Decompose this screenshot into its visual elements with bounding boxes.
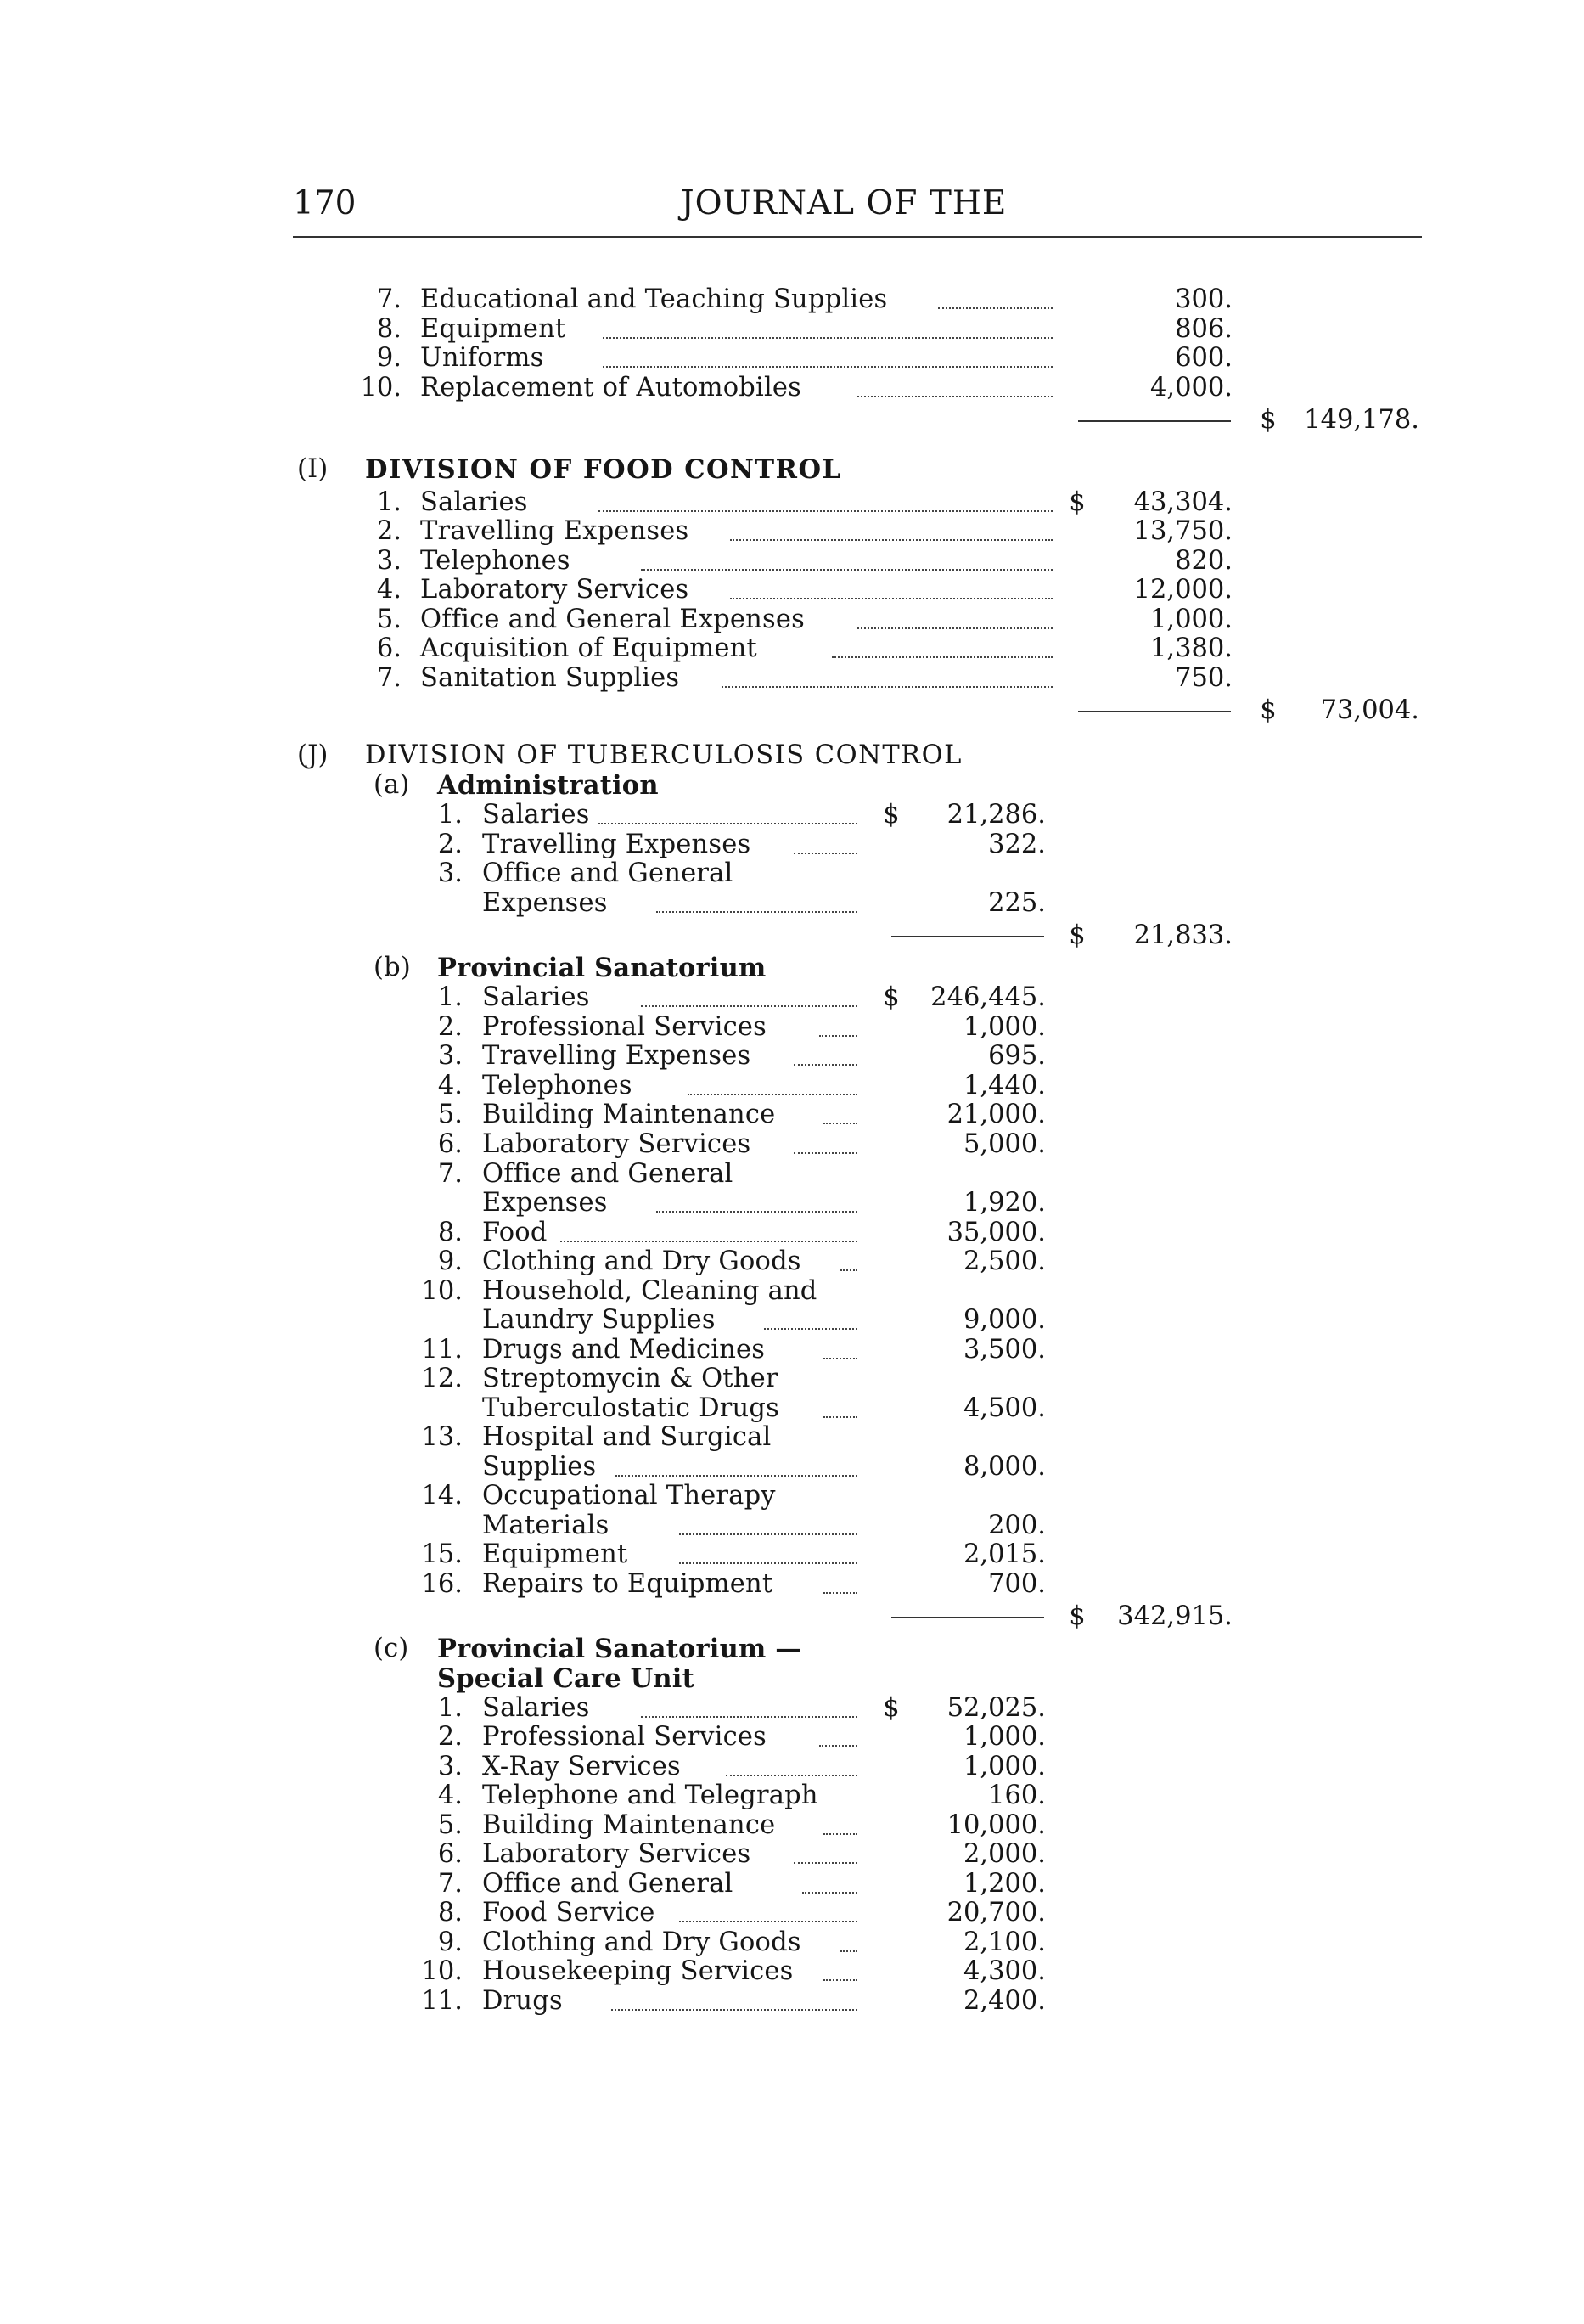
item-amount: 300. xyxy=(1175,284,1233,314)
item-label: Telephones xyxy=(420,546,570,576)
item-label: Office and General xyxy=(482,1869,733,1899)
item-amount: 1,200. xyxy=(963,1869,1046,1899)
item-label: Telephones xyxy=(482,1071,632,1100)
dot-leader xyxy=(598,801,857,824)
item-number: 10. xyxy=(421,1956,463,1986)
dot-leader xyxy=(857,374,1053,397)
item-amount: 21,286. xyxy=(946,800,1046,830)
dot-leader xyxy=(641,983,857,1007)
dot-leader xyxy=(730,576,1053,599)
item-number: 10. xyxy=(421,1276,463,1306)
item-label: Materials xyxy=(482,1511,609,1540)
dot-leader xyxy=(679,1540,857,1564)
dot-leader xyxy=(598,488,1053,512)
item-amount: 806. xyxy=(1175,314,1233,344)
item-amount: 35,000. xyxy=(946,1218,1046,1247)
ledger-line xyxy=(0,344,1584,374)
dot-leader xyxy=(794,1042,857,1066)
item-label: Streptomycin & Other xyxy=(482,1364,778,1393)
item-label: Uniforms xyxy=(420,343,544,373)
item-amount: 322. xyxy=(988,830,1046,859)
item-amount: 10,000. xyxy=(946,1810,1046,1840)
ledger-line xyxy=(0,1247,1584,1277)
currency-sign: $ xyxy=(1260,695,1277,725)
dot-leader xyxy=(840,1247,857,1271)
item-amount: 1,000. xyxy=(963,1012,1046,1042)
section-heading: Administration xyxy=(437,770,659,801)
ledger-line xyxy=(0,1072,1584,1101)
section-heading: DIVISION OF TUBERCULOSIS CONTROL xyxy=(365,740,963,770)
item-label: Laboratory Services xyxy=(482,1129,751,1159)
item-amount: 246,445. xyxy=(930,982,1046,1012)
item-label: Professional Services xyxy=(482,1012,767,1042)
ledger-line xyxy=(0,801,1584,830)
ledger-line xyxy=(0,576,1584,605)
item-label: Hospital and Surgical xyxy=(482,1422,772,1452)
item-amount: 2,100. xyxy=(963,1927,1046,1957)
item-number: 14. xyxy=(421,1481,463,1511)
dot-leader xyxy=(611,1987,857,2011)
item-number: 1. xyxy=(376,487,402,517)
item-number: 7. xyxy=(376,663,402,693)
item-number: 6. xyxy=(437,1839,463,1869)
dot-leader xyxy=(722,664,1053,688)
item-label: Office and General Expenses xyxy=(420,605,805,634)
ledger-line xyxy=(0,983,1584,1013)
item-number: 2. xyxy=(437,1012,463,1042)
item-amount: 3,500. xyxy=(963,1335,1046,1365)
dot-leader xyxy=(823,1570,857,1594)
dot-leader xyxy=(938,285,1053,309)
ledger-line xyxy=(0,1840,1584,1870)
item-number: 1. xyxy=(437,800,463,830)
item-label: Food xyxy=(482,1218,548,1247)
item-label: Educational and Teaching Supplies xyxy=(420,284,888,314)
item-number: 13. xyxy=(421,1422,463,1452)
total-amount: 149,178. xyxy=(1304,405,1419,435)
currency-sign: $ xyxy=(883,800,900,830)
ledger-line xyxy=(0,741,1584,771)
item-number: 2. xyxy=(376,516,402,546)
item-amount: 1,000. xyxy=(963,1722,1046,1752)
ledger-line xyxy=(0,455,1584,485)
item-label: Tuberculostatic Drugs xyxy=(482,1393,779,1423)
ledger-line xyxy=(0,634,1584,664)
currency-sign: $ xyxy=(1069,1601,1086,1631)
dot-leader xyxy=(656,1189,857,1213)
item-number: 6. xyxy=(437,1129,463,1159)
item-label: Expenses xyxy=(482,1188,608,1218)
ledger-line xyxy=(0,517,1584,547)
section-marker: (J) xyxy=(297,740,329,770)
item-number: 8. xyxy=(437,1898,463,1927)
item-amount: 2,400. xyxy=(963,1986,1046,2016)
total-amount: 21,833. xyxy=(1133,920,1233,950)
item-amount: 20,700. xyxy=(946,1898,1046,1927)
dot-leader xyxy=(679,1899,857,1922)
dot-leader xyxy=(603,315,1053,339)
item-label: Travelling Expenses xyxy=(482,1041,751,1071)
item-number: 3. xyxy=(437,858,463,888)
item-number: 7. xyxy=(376,284,402,314)
ledger-line xyxy=(0,1453,1584,1483)
dot-leader xyxy=(840,1928,857,1952)
item-amount: 5,000. xyxy=(963,1129,1046,1159)
item-amount: 13,750. xyxy=(1133,516,1233,546)
ledger-line xyxy=(0,771,1584,801)
ledger-line xyxy=(0,1899,1584,1928)
item-label: Replacement of Automobiles xyxy=(420,373,802,402)
ledger-line xyxy=(0,830,1584,860)
ledger-line xyxy=(0,1811,1584,1841)
ledger-line xyxy=(0,374,1584,403)
dot-leader xyxy=(615,1453,857,1477)
item-label: Laboratory Services xyxy=(420,575,689,605)
item-amount: 43,304. xyxy=(1133,487,1233,517)
item-number: 4. xyxy=(437,1071,463,1100)
item-number: 5. xyxy=(437,1810,463,1840)
item-amount: 750. xyxy=(1175,663,1233,693)
item-label: Drugs xyxy=(482,1986,563,2016)
item-number: 8. xyxy=(437,1218,463,1247)
item-label: Clothing and Dry Goods xyxy=(482,1246,801,1276)
ledger-line xyxy=(0,1218,1584,1248)
page-number: 170 xyxy=(293,184,357,222)
dot-leader xyxy=(726,1753,857,1776)
item-amount: 820. xyxy=(1175,546,1233,576)
item-label: Travelling Expenses xyxy=(420,516,689,546)
dot-leader xyxy=(656,889,857,913)
ledger-line xyxy=(0,1781,1584,1811)
item-amount: 4,500. xyxy=(963,1393,1046,1423)
ledger-line xyxy=(0,889,1584,919)
dot-leader xyxy=(730,517,1053,541)
ledger-line xyxy=(0,1664,1584,1694)
dot-leader xyxy=(688,1072,857,1095)
ledger-line xyxy=(0,285,1584,315)
item-number: 4. xyxy=(437,1781,463,1810)
item-amount: 4,300. xyxy=(963,1956,1046,1986)
ledger-line xyxy=(0,1870,1584,1899)
ledger-line xyxy=(0,1723,1584,1753)
item-label: Household, Cleaning and xyxy=(482,1276,817,1306)
ledger-line xyxy=(0,1365,1584,1394)
dot-leader xyxy=(603,344,1053,368)
dot-leader xyxy=(819,1013,857,1037)
dot-leader xyxy=(679,1511,857,1535)
item-label: Equipment xyxy=(420,314,566,344)
ledger-line xyxy=(0,1306,1584,1336)
item-number: 3. xyxy=(376,546,402,576)
dot-leader xyxy=(794,830,857,854)
ledger-line xyxy=(0,1540,1584,1570)
item-amount: 1,920. xyxy=(963,1188,1046,1218)
ledger-line xyxy=(0,1602,1584,1632)
ledger-line xyxy=(0,1160,1584,1190)
ledger-line xyxy=(0,1482,1584,1511)
dot-leader xyxy=(819,1723,857,1747)
item-number: 11. xyxy=(421,1335,463,1365)
item-label: Clothing and Dry Goods xyxy=(482,1927,801,1957)
ledger-line xyxy=(0,488,1584,518)
section-marker: (I) xyxy=(297,454,329,484)
item-amount: 1,000. xyxy=(963,1752,1046,1781)
item-amount: 200. xyxy=(988,1511,1046,1540)
item-number: 9. xyxy=(376,343,402,373)
dot-leader xyxy=(823,1394,857,1418)
item-label: Food Service xyxy=(482,1898,655,1927)
item-amount: 4,000. xyxy=(1149,373,1233,402)
item-label: Office and General xyxy=(482,858,733,888)
item-amount: 1,000. xyxy=(1149,605,1233,634)
item-number: 3. xyxy=(437,1041,463,1071)
ledger-line xyxy=(0,1423,1584,1453)
item-amount: 1,380. xyxy=(1149,633,1233,663)
item-label: Expenses xyxy=(482,888,608,918)
dot-leader xyxy=(823,1336,857,1359)
ledger-line xyxy=(0,1694,1584,1724)
item-amount: 600. xyxy=(1175,343,1233,373)
dot-leader xyxy=(802,1870,857,1894)
item-label: Sanitation Supplies xyxy=(420,663,680,693)
ledger-line xyxy=(0,1987,1584,2017)
ledger-line xyxy=(0,1394,1584,1424)
section-heading: Provincial Sanatorium xyxy=(437,953,767,983)
ledger-line xyxy=(0,1042,1584,1072)
item-label: Occupational Therapy xyxy=(482,1481,776,1511)
total-amount: 73,004. xyxy=(1320,695,1419,725)
section-heading: DIVISION OF FOOD CONTROL xyxy=(365,454,842,485)
item-number: 6. xyxy=(376,633,402,663)
item-label: Professional Services xyxy=(482,1722,767,1752)
item-label: Salaries xyxy=(482,982,590,1012)
item-label: Office and General xyxy=(482,1159,733,1189)
dot-leader xyxy=(794,1130,857,1154)
item-number: 8. xyxy=(376,314,402,344)
dot-leader xyxy=(641,547,1053,571)
item-number: 2. xyxy=(437,830,463,859)
ledger-line xyxy=(0,1635,1584,1664)
item-label: Acquisition of Equipment xyxy=(420,633,757,663)
header-rule xyxy=(293,236,1422,238)
total-amount: 342,915. xyxy=(1117,1601,1233,1631)
item-number: 2. xyxy=(437,1722,463,1752)
dot-leader xyxy=(857,605,1053,629)
currency-sign: $ xyxy=(1069,920,1086,950)
item-amount: 695. xyxy=(988,1041,1046,1071)
item-number: 5. xyxy=(376,605,402,634)
running-head: JOURNAL OF THE xyxy=(681,184,1008,222)
item-number: 15. xyxy=(421,1539,463,1569)
item-label: Travelling Expenses xyxy=(482,830,751,859)
currency-sign: $ xyxy=(1260,405,1277,435)
dot-leader xyxy=(832,634,1053,658)
ledger-line xyxy=(0,406,1584,436)
item-number: 10. xyxy=(360,373,402,402)
item-amount: 12,000. xyxy=(1133,575,1233,605)
dot-leader xyxy=(823,1957,857,1981)
item-number: 9. xyxy=(437,1246,463,1276)
item-amount: 9,000. xyxy=(963,1305,1046,1335)
item-label: Salaries xyxy=(482,1693,590,1723)
item-label: Supplies xyxy=(482,1452,597,1482)
ledger-line xyxy=(0,1928,1584,1958)
dot-leader xyxy=(823,1811,857,1835)
item-number: 5. xyxy=(437,1100,463,1129)
section-heading: Provincial Sanatorium — xyxy=(437,1634,801,1664)
item-amount: 160. xyxy=(988,1781,1046,1810)
item-amount: 2,015. xyxy=(963,1539,1046,1569)
dot-leader xyxy=(641,1694,857,1718)
item-label: Building Maintenance xyxy=(482,1100,776,1129)
item-label: Repairs to Equipment xyxy=(482,1569,773,1599)
currency-sign: $ xyxy=(883,1693,900,1723)
item-label: Building Maintenance xyxy=(482,1810,776,1840)
item-number: 11. xyxy=(421,1986,463,2016)
item-amount: 225. xyxy=(988,888,1046,918)
ledger-line xyxy=(0,664,1584,694)
ledger-line xyxy=(0,1277,1584,1307)
item-label: Housekeeping Services xyxy=(482,1956,794,1986)
item-amount: 2,000. xyxy=(963,1839,1046,1869)
item-label: Laundry Supplies xyxy=(482,1305,716,1335)
item-label: Telephone and Telegraph xyxy=(482,1781,818,1810)
currency-sign: $ xyxy=(883,982,900,1012)
item-number: 1. xyxy=(437,1693,463,1723)
ledger-line xyxy=(0,547,1584,577)
item-label: Drugs and Medicines xyxy=(482,1335,766,1365)
item-number: 9. xyxy=(437,1927,463,1957)
ledger-line xyxy=(0,696,1584,726)
item-amount: 21,000. xyxy=(946,1100,1046,1129)
ledger-line xyxy=(0,1336,1584,1365)
dot-leader xyxy=(560,1218,857,1242)
ledger-line xyxy=(0,1570,1584,1600)
item-number: 3. xyxy=(437,1752,463,1781)
item-amount: 700. xyxy=(988,1569,1046,1599)
item-number: 12. xyxy=(421,1364,463,1393)
ledger-line xyxy=(0,1753,1584,1782)
ledger-line xyxy=(0,1100,1584,1130)
dot-leader xyxy=(823,1100,857,1124)
item-number: 4. xyxy=(376,575,402,605)
item-amount: 1,440. xyxy=(963,1071,1046,1100)
item-number: 7. xyxy=(437,1869,463,1899)
ledger-line xyxy=(0,859,1584,889)
item-label: Equipment xyxy=(482,1539,628,1569)
item-number: 16. xyxy=(421,1569,463,1599)
item-amount: 52,025. xyxy=(946,1693,1046,1723)
item-number: 7. xyxy=(437,1159,463,1189)
ledger-line xyxy=(0,1189,1584,1218)
ledger-line xyxy=(0,921,1584,951)
dot-leader xyxy=(764,1306,857,1330)
currency-sign: $ xyxy=(1069,487,1086,517)
item-label: Salaries xyxy=(482,800,590,830)
ledger-line xyxy=(0,315,1584,345)
section-marker: (c) xyxy=(374,1634,409,1663)
ledger-line xyxy=(0,1013,1584,1043)
item-label: Special Care Unit xyxy=(437,1663,694,1694)
dot-leader xyxy=(794,1840,857,1864)
ledger-line xyxy=(0,1511,1584,1541)
item-label: Salaries xyxy=(420,487,528,517)
section-marker: (a) xyxy=(374,770,410,800)
item-amount: 2,500. xyxy=(963,1246,1046,1276)
item-number: 1. xyxy=(437,982,463,1012)
item-label: Laboratory Services xyxy=(482,1839,751,1869)
ledger-line xyxy=(0,1130,1584,1160)
item-amount: 8,000. xyxy=(963,1452,1046,1482)
section-marker: (b) xyxy=(374,953,411,982)
item-label: X-Ray Services xyxy=(482,1752,681,1781)
ledger-line xyxy=(0,954,1584,983)
ledger-line xyxy=(0,605,1584,635)
ledger-line xyxy=(0,1957,1584,1987)
